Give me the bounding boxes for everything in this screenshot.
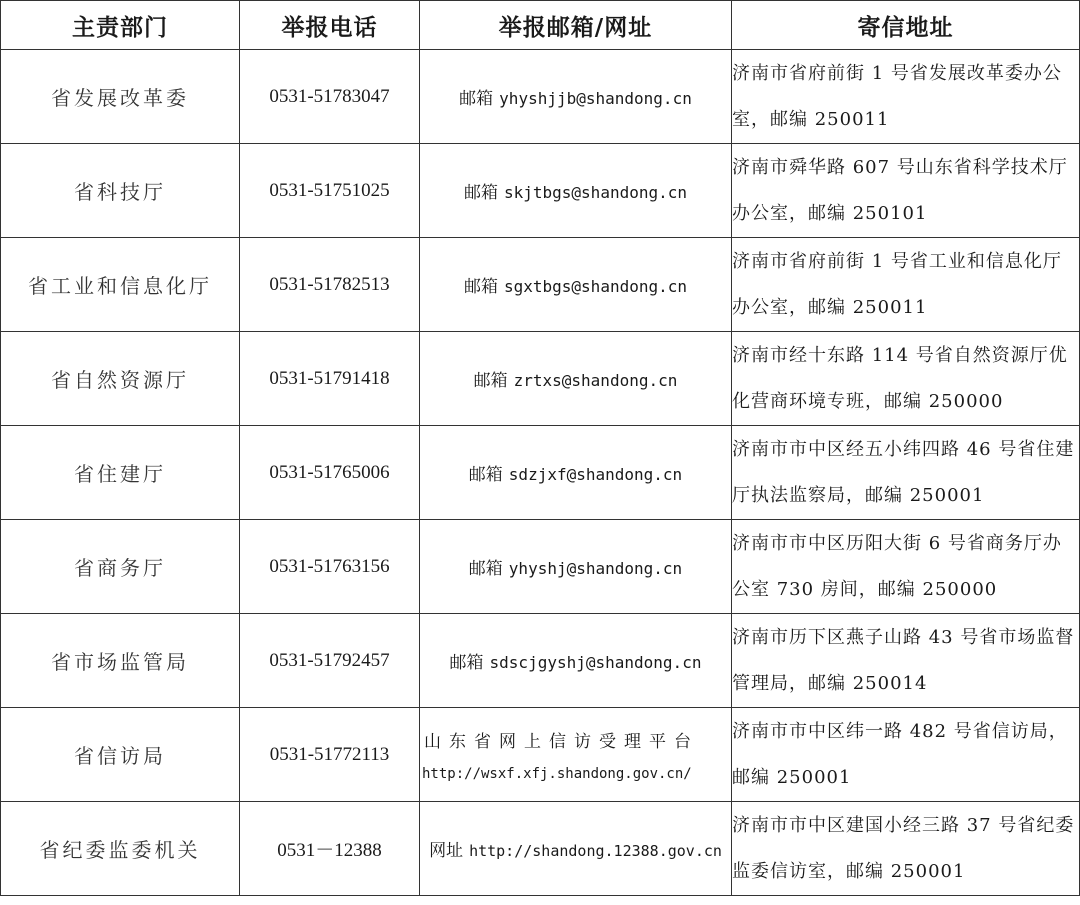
email-link[interactable]: sdscjgyshj@shandong.cn <box>489 653 702 672</box>
address-cell: 济南市舜华路 607 号山东省科学技术厅办公室，邮编 250101 <box>732 144 1080 238</box>
address-cell: 济南市市中区纬一路 482 号省信访局，邮编 250001 <box>732 708 1080 802</box>
address-cell: 济南市市中区建国小经三路 37 号省纪委监委信访室，邮编 250001 <box>732 802 1080 896</box>
email-link[interactable]: sdzjxf@shandong.cn <box>508 465 683 484</box>
table-row <box>1 238 1080 332</box>
email-label: 邮箱 <box>473 371 508 391</box>
phone-cell: 0531-51783047 <box>240 50 420 144</box>
email-cell <box>420 144 732 238</box>
phone-cell: 0531-51791418 <box>240 332 420 426</box>
phone-cell: 0531-51763156 <box>240 520 420 614</box>
table-header-row <box>1 1 1080 50</box>
website-cell <box>420 802 732 896</box>
email-link[interactable]: zrtxs@shandong.cn <box>513 371 678 390</box>
platform-url-link[interactable]: http://wsxf.xfj.shandong.gov.cn/ <box>422 766 692 782</box>
department-cell: 省纪委监委机关 <box>1 802 240 896</box>
email-link[interactable]: skjtbgs@shandong.cn <box>503 183 688 202</box>
table-row <box>1 426 1080 520</box>
email-cell <box>420 520 732 614</box>
email-link[interactable]: yhyshj@shandong.cn <box>508 559 683 578</box>
email-label: 邮箱 <box>463 183 498 203</box>
department-cell: 省工业和信息化厅 <box>1 238 240 332</box>
email-label: 邮箱 <box>449 653 484 673</box>
email-cell <box>420 614 732 708</box>
email-cell <box>420 238 732 332</box>
email-cell <box>420 426 732 520</box>
phone-cell: 0531－12388 <box>240 802 420 896</box>
address-cell: 济南市经十东路 114 号省自然资源厅优化营商环境专班，邮编 250000 <box>732 332 1080 426</box>
department-cell: 省商务厅 <box>1 520 240 614</box>
email-link[interactable]: yhyshjjb@shandong.cn <box>499 89 692 108</box>
phone-cell: 0531-51765006 <box>240 426 420 520</box>
address-cell: 济南市市中区经五小纬四路 46 号省住建厅执法监察局，邮编 250001 <box>732 426 1080 520</box>
header-department: 主责部门 <box>1 1 240 50</box>
table-row <box>1 802 1080 896</box>
phone-cell: 0531-51792457 <box>240 614 420 708</box>
header-mailing-address: 寄信地址 <box>732 1 1080 50</box>
email-label: 邮箱 <box>463 277 498 297</box>
address-cell: 济南市市中区历阳大街 6 号省商务厅办公室 730 房间，邮编 250000 <box>732 520 1080 614</box>
department-cell: 省自然资源厅 <box>1 332 240 426</box>
department-cell: 省信访局 <box>1 708 240 802</box>
department-cell: 省市场监管局 <box>1 614 240 708</box>
email-cell <box>420 332 732 426</box>
table-row <box>1 50 1080 144</box>
table-row <box>1 332 1080 426</box>
website-cell <box>420 708 732 802</box>
url-label: 网址 <box>429 841 464 861</box>
email-label: 邮箱 <box>468 559 503 579</box>
phone-cell: 0531-51782513 <box>240 238 420 332</box>
email-cell <box>420 50 732 144</box>
address-cell: 济南市历下区燕子山路 43 号省市场监督管理局，邮编 250014 <box>732 614 1080 708</box>
phone-cell: 0531-51772113 <box>240 708 420 802</box>
table-row <box>1 144 1080 238</box>
address-cell: 济南市省府前街 1 号省工业和信息化厅办公室，邮编 250011 <box>732 238 1080 332</box>
header-email-website: 举报邮箱/网址 <box>420 1 732 50</box>
email-link[interactable]: sgxtbgs@shandong.cn <box>503 277 688 296</box>
address-cell: 济南市省府前街 1 号省发展改革委办公室，邮编 250011 <box>732 50 1080 144</box>
table-row <box>1 708 1080 802</box>
email-label: 邮箱 <box>459 89 494 109</box>
table-row <box>1 520 1080 614</box>
department-cell: 省科技厅 <box>1 144 240 238</box>
header-phone: 举报电话 <box>240 1 420 50</box>
email-label: 邮箱 <box>468 465 503 485</box>
department-cell: 省住建厅 <box>1 426 240 520</box>
table-row <box>1 614 1080 708</box>
phone-cell: 0531-51751025 <box>240 144 420 238</box>
platform-name: 山东省网上信访受理平台 <box>424 732 699 752</box>
website-link[interactable]: http://shandong.12388.gov.cn <box>469 842 722 860</box>
department-cell: 省发展改革委 <box>1 50 240 144</box>
